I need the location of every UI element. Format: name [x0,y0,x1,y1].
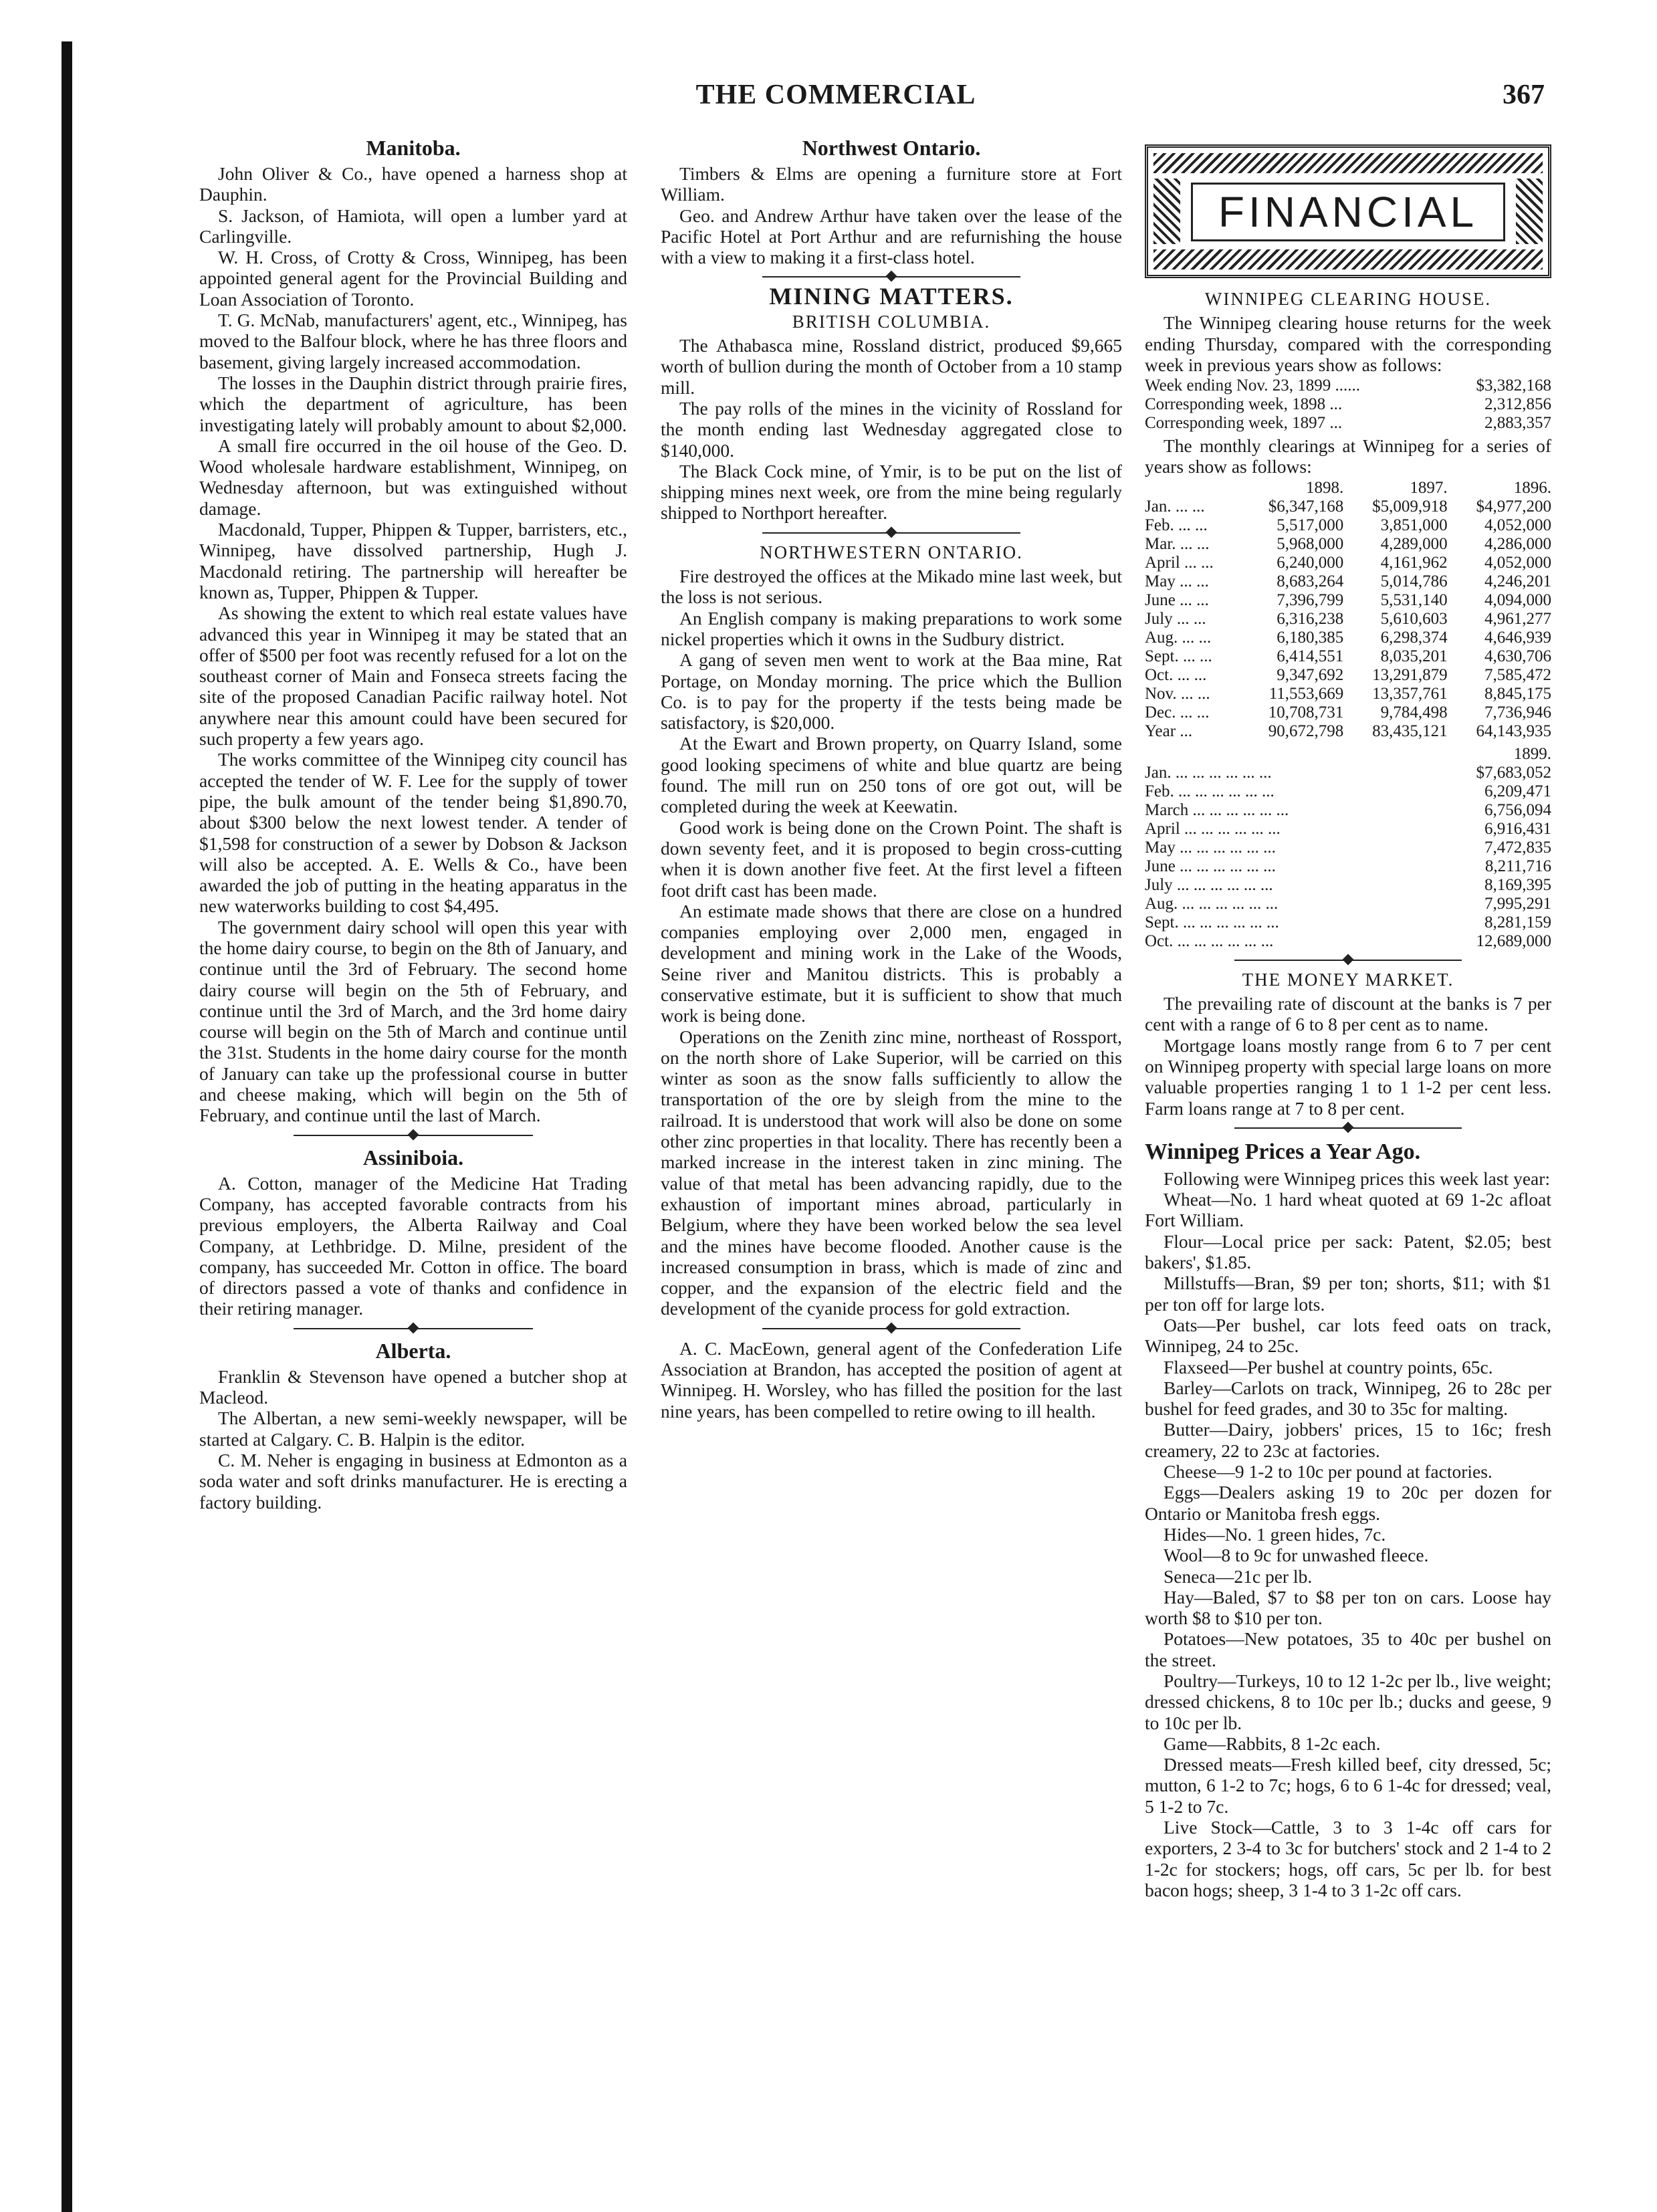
table-cell-value: 7,995,291 [1484,894,1551,913]
article-paragraph: Following were Winnipeg prices this week last year: [1164,1168,1551,1189]
table-row [1145,895,1551,913]
newspaper-title: THE COMMERCIAL [695,80,976,110]
table-cell-value: 4,246,201 [1484,572,1551,590]
price-item: Hay—Baled, $7 to $8 per ton on cars. Loose hay worth $8 to $10 per ton. [1145,1586,1551,1629]
table-cell-label: Corresponding week, 1898 ... [1145,395,1343,414]
monthly-clearings-table [1145,479,1551,741]
article-paragraph: Timbers & Elms are opening a furniture store at Fort William. [661,163,1122,205]
price-item: Wheat—No. 1 hard wheat quoted at 69 1-2c afloat Fort William. [1145,1189,1551,1231]
table-cell-value: 7,396,799 [1277,590,1344,609]
table-cell-month: Sept. ... ... ... ... ... ... [1145,913,1279,931]
price-item: Game—Rabbits, 8 1-2c each. [1164,1733,1381,1754]
clearings-1899-table [1145,745,1551,951]
table-row [1145,820,1551,839]
table-row [1145,932,1551,951]
table-row [1145,782,1551,801]
price-item: Live Stock—Cattle, 3 to 3 1-4c off cars for exporters, 2 3-4 to 3c for butchers' stock and 2 1-4 to 2 1-2c for stockers; hogs, off cars, 5c per lb. for best bacon hogs; sheep, 3 1-4 to 3 1-2c off cars. [1145,1817,1551,1900]
article-paragraph: The Athabasca mine, Rossland district, produced $9,665 worth of bullion during the month of October from a 10 stamp mill. [661,335,1122,398]
article-paragraph: A gang of seven men went to work at the Baa mine, Rat Portage, on Monday morning. The price which the Bullion Co. is to pay for the property if the tests being made be satisfactory, is $20,000. [661,649,1122,734]
price-item: Hides—No. 1 green hides, 7c. [1164,1523,1386,1545]
table-row [1145,876,1551,895]
table-cell-value: 6,316,238 [1277,609,1344,628]
financial-banner [1145,144,1551,278]
table-row [1145,554,1551,572]
price-item: Dressed meats—Fresh killed beef, city dressed, 5c; mutton, 6 1-2 to 7c; hogs, 6 to 6 1-4c for dressed; veal, 5 1-2 to 7c. [1145,1754,1551,1817]
article-paragraph: C. M. Neher is engaging in business at Edmonton as a soda water and soft drinks manufacturer. He is erecting a factory building. [199,1449,627,1513]
section-heading-northwest-ontario: Northwest Ontario. [802,136,981,160]
financial-banner-text: FINANCIAL [1191,183,1505,241]
table-cell-value: 90,672,798 [1268,722,1344,740]
table-cell-value: 13,357,761 [1372,684,1448,703]
price-item: Butter—Dairy, jobbers' prices, 15 to 16c; fresh creamery, 22 to 23c at factories. [1145,1419,1551,1461]
price-item: Seneca—21c per lb. [1164,1565,1313,1587]
table-cell-value: 8,211,716 [1484,857,1551,875]
table-cell-value: 5,014,786 [1380,572,1448,590]
table-cell-value: 2,883,357 [1484,414,1551,433]
table-cell-value: 5,531,140 [1380,590,1448,609]
table-cell-month: April ... ... [1145,553,1214,572]
article-paragraph: Geo. and Andrew Arthur have taken over the lease of the Pacific Hotel at Port Arthur and are refurnishing the house with a view to making it a first-class hotel. [661,205,1122,268]
table-cell-value: $5,009,918 [1372,497,1448,516]
table-cell-month: May ... ... [1145,572,1209,590]
price-item: Wool—8 to 9c for unwashed fleece. [1164,1545,1429,1566]
table-cell-value: 5,517,000 [1277,516,1344,534]
table-header-year: 1899. [1513,744,1551,763]
table-cell-value: 4,161,962 [1380,553,1448,572]
article-paragraph: The pay rolls of the mines in the vicinity of Rossland for the month ending last Wednesday aggregated close to $140,000. [661,397,1122,461]
price-item: Flour—Local price per sack: Patent, $2.05; best bakers', $1.85. [1145,1230,1551,1273]
table-row [1145,913,1551,932]
table-cell-value: 4,094,000 [1484,590,1551,609]
price-item: Flaxseed—Per bushel at country points, 65c. [1164,1356,1493,1377]
table-row [1145,685,1551,703]
table-cell-month: Sept. ... ... [1145,647,1212,665]
subheading-british-columbia: BRITISH COLUMBIA. [792,311,991,332]
table-cell-value: 7,736,946 [1484,703,1551,722]
section-divider [762,271,1020,282]
weekly-clearings-table [1145,376,1551,433]
page-number: 367 [1503,80,1545,110]
table-row [1145,535,1551,554]
article-paragraph: The monthly clearings at Winnipeg for a series of years show as follows: [1145,435,1551,477]
subheading-northwestern-ontario: NORTHWESTERN ONTARIO. [760,542,1023,562]
prices-list [1145,1189,1551,1900]
table-cell-label: Week ending Nov. 23, 1899 ...... [1145,376,1361,395]
article-paragraph: The works committee of the Winnipeg city council has accepted the tender of W. F. Lee for the supply of tower pipe, the bulk amount of the tender being $1,890.70, about $300 below the next lowest tender. A tender of $1,598 for construction of a sewer by Dobson & Jackson will also be accepted. A. E. Wells & Co., have been awarded the job of putting in the heating apparatus in the new waterworks building to cost $4,495. [199,749,627,917]
article-paragraph: John Oliver & Co., have opened a harness shop at Dauphin. [199,163,627,205]
table-cell-value: 6,180,385 [1277,628,1344,647]
column-middle [661,134,1122,1422]
table-header-row [1145,479,1551,497]
article-paragraph: The government dairy school will open this year with the home dairy course, to begin on the 8th of January, and continue until the 3rd of February. The second home dairy course will begin on the 5th of February, and continue until the 3rd of March, and the 3rd home dairy course will begin on the 5th of March and continue until the 31st. Students in the home dairy course for the month of January can take up the professional course in butter and cheese making, which will begin on the 5th of February, and continue until the last of March. [199,916,627,1126]
price-item: Eggs—Dealers asking 19 to 20c per dozen for Ontario or Manitoba fresh eggs. [1145,1482,1551,1524]
table-row [1145,572,1551,591]
price-item: Barley—Carlots on track, Winnipeg, 26 to 28c per bushel for feed grades, and 30 to 35c for malting. [1145,1377,1551,1420]
table-cell-month: June ... ... [1145,590,1209,609]
table-header-year: 1897. [1410,478,1448,497]
article-paragraph: Macdonald, Tupper, Phippen & Tupper, barristers, etc., Winnipeg, have dissolved partnership, Hugh J. Macdonald retiring. The partnership will hereafter be known as, Tupper, Phippen & Tupper. [199,519,627,602]
ornament-band-top [1153,153,1543,173]
table-row [1145,395,1551,414]
table-cell-value: 8,845,175 [1484,684,1551,703]
table-cell-value: 5,610,603 [1380,609,1448,628]
table-cell-value: 7,585,472 [1484,665,1551,684]
article-paragraph: Operations on the Zenith zinc mine, northeast of Rossport, on the north shore of Lake Superior, will be carried on this winter as soon as the snow falls sufficiently to allow the transportation of the ore by sleigh from the mine to the railroad. It is understood that work will also be done on some other zinc properties in that locality. There has recently been a marked increase in the interest taken in zinc mining. The value of that metal has been advancing rapidly, due to the exhaustion of important mines abroad, particularly in Belgium, where they have been worked below the sea level and the mines have become flooded. Another cause is the increased consumption in brass, which is made of zinc and copper, and the expansion of the electric field and the development of the cyanide process for gold extraction. [661,1026,1122,1319]
table-cell-month: Oct. ... ... ... ... ... ... [1145,931,1274,950]
table-row [1145,666,1551,685]
section-heading-manitoba: Manitoba. [366,136,461,160]
article-paragraph: A. C. MacEown, general agent of the Confederation Life Association at Brandon, has accepted the position of agent at Winnipeg. H. Worsley, who has filled the position for the last nine years, has been compelled to retire owing to ill health. [661,1337,1122,1422]
table-cell-value: 4,052,000 [1484,553,1551,572]
table-cell-month: Year ... [1145,722,1193,740]
price-item: Poultry—Turkeys, 10 to 12 1-2c per lb., live weight; dressed chickens, 8 to 10c per lb.; ducks and geese, 9 to 10c per lb. [1145,1670,1551,1733]
table-cell-value: 4,289,000 [1380,534,1448,553]
table-cell-month: July ... ... ... ... ... ... [1145,875,1273,894]
article-paragraph: At the Ewart and Brown property, on Quarry Island, some good looking specimens of white and blue quartz are being found. The mill run on 250 tons of ore got out, will be completed during the week at Keewatin. [661,733,1122,817]
table-cell-value: 8,169,395 [1484,875,1551,894]
table-cell-value: 8,035,201 [1380,647,1448,665]
table-row [1145,857,1551,876]
table-cell-value: 6,209,471 [1484,782,1551,800]
section-heading-clearing-house: WINNIPEG CLEARING HOUSE. [1204,289,1492,309]
price-item: Oats—Per bushel, car lots feed oats on track, Winnipeg, 24 to 25c. [1145,1314,1551,1357]
table-cell-value: 9,784,498 [1380,703,1448,722]
section-heading-mining-matters: MINING MATTERS. [769,283,1014,310]
table-cell-value: 13,291,879 [1372,665,1448,684]
table-cell-value: 4,961,277 [1484,609,1551,628]
table-cell-value: 6,414,551 [1277,647,1344,665]
table-row [1145,376,1551,395]
table-cell-month: May ... ... ... ... ... ... [1145,838,1276,857]
table-cell-month: July ... ... [1145,609,1206,628]
article-paragraph: The Black Cock mine, of Ymir, is to be put on the list of shipping mines next week, ore from the mine being regularly shipped to Northport hereafter. [661,460,1122,524]
section-divider [1234,955,1462,966]
article-paragraph: The losses in the Dauphin district through prairie fires, which the department of agriculture, has been investigating lately will probably amount to about $2,000. [199,372,627,435]
table-cell-value: 83,435,121 [1372,722,1448,740]
table-row [1145,497,1551,516]
table-cell-value: 9,347,692 [1277,665,1344,684]
table-row [1145,839,1551,857]
table-cell-month: Dec. ... ... [1145,703,1210,722]
table-cell-value: 12,689,000 [1476,931,1551,950]
price-item: Potatoes—New potatoes, 35 to 40c per bushel on the street. [1145,1628,1551,1670]
article-paragraph: Franklin & Stevenson have opened a butcher shop at Macleod. [199,1365,627,1408]
table-cell-value: 2,312,856 [1484,395,1551,414]
table-header-year: 1898. [1306,478,1344,497]
table-cell-value: 6,298,374 [1380,628,1448,647]
table-cell-value: 4,052,000 [1484,516,1551,534]
table-cell-value: 5,968,000 [1277,534,1344,553]
article-paragraph: Fire destroyed the offices at the Mikado mine last week, but the loss is not serious. [661,566,1122,608]
table-cell-value: 6,240,000 [1277,553,1344,572]
table-cell-value: 4,630,706 [1484,647,1551,665]
table-cell-value: 8,683,264 [1277,572,1344,590]
section-heading-money-market: THE MONEY MARKET. [1242,969,1454,990]
table-cell-value: 7,472,835 [1484,838,1551,857]
page-edge-bar [62,41,72,2212]
table-cell-month: Mar. ... ... [1145,534,1210,553]
table-cell-value: $6,347,168 [1268,497,1344,516]
article-paragraph: The prevailing rate of discount at the banks is 7 per cent with a range of 6 to 8 per cent as to name. [1145,993,1551,1035]
article-paragraph: An English company is making preparations to work some nickel properties which it owns in the Sudbury district. [661,607,1122,649]
table-cell-value: 64,143,935 [1476,722,1551,740]
column-right [1145,134,1551,1900]
table-row [1145,764,1551,782]
table-cell-month: Jan. ... ... [1145,497,1205,516]
ornament-band-bottom [1153,249,1543,269]
table-row [1145,801,1551,820]
table-cell-value: 4,646,939 [1484,628,1551,647]
table-cell-month: Aug. ... ... ... ... ... ... [1145,894,1279,913]
page-header [127,79,1545,119]
section-divider [762,1323,1020,1334]
table-cell-value: 8,281,159 [1484,913,1551,931]
table-cell-month: Feb. ... ... ... ... ... ... [1145,782,1275,800]
column-left [199,134,627,1513]
article-paragraph: The Albertan, a new semi-weekly newspaper, will be started at Calgary. C. B. Halpin is the editor. [199,1408,627,1450]
table-row [1145,610,1551,629]
table-row [1145,591,1551,610]
table-row-year-total [1145,722,1551,741]
section-divider [1234,1123,1462,1133]
section-divider [294,1323,533,1334]
table-header-blank [1145,745,1412,764]
table-cell-month: Aug. ... ... [1145,628,1212,647]
article-paragraph: Mortgage loans mostly range from 6 to 7 per cent on Winnipeg property with special large loans on more valuable properties ranging 1 to 1 1-2 per cent less. Farm loans range at 7 to 8 per cent. [1145,1034,1551,1119]
section-divider [762,528,1020,538]
table-cell-value: 10,708,731 [1268,703,1344,722]
article-paragraph: An estimate made shows that there are close on a hundred companies employing over 2,000 men, engaged in development and mining work in the Lake of the Woods, Seine river and Manitou districts. This is probably a conservative estimate, but it is sufficient to show that much work is being done. [661,900,1122,1026]
table-header-row [1145,745,1551,764]
article-paragraph: Good work is being done on the Crown Point. The shaft is down seventy feet, and it is proposed to begin cross-cutting when it is down another five feet. At the first level a fifteen foot drift cast has been made. [661,816,1122,901]
table-cell-value: 11,553,669 [1268,684,1344,703]
table-cell-month: Oct. ... ... [1145,665,1207,684]
table-cell-label: Corresponding week, 1897 ... [1145,414,1343,433]
table-row [1145,516,1551,535]
article-paragraph: As showing the extent to which real estate values have advanced this year in Winnipeg it may be stated that an offer of $500 per foot was recently refused for a lot on the southeast corner of Main and Fonseca streets facing the site of the proposed Canadian Pacific railway hotel. Not anywhere near this amount could have been secured for such property a few years ago. [199,602,627,750]
section-heading-alberta: Alberta. [375,1338,451,1363]
table-cell-month: Feb. ... ... [1145,516,1208,534]
table-cell-value: 3,851,000 [1380,516,1448,534]
section-heading-assiniboia: Assiniboia. [362,1145,464,1170]
table-cell-value: $7,683,052 [1476,763,1551,782]
article-paragraph: The Winnipeg clearing house returns for the week ending Thursday, compared with the corresponding week in previous years show as follows: [1145,312,1551,375]
article-paragraph: T. G. McNab, manufacturers' agent, etc., Winnipeg, has moved to the Balfour block, where he has three floors and basement, giving largely increased accommodation. [199,310,627,372]
article-paragraph: A. Cotton, manager of the Medicine Hat Trading Company, has accepted favorable contracts from his previous employers, the Alberta Railway and Coal Company, at Lethbridge. D. Milne, president of the company, has succeeded Mr. Cotton in office. The board of directors passed a vote of thanks and confidence in their retiring manager. [199,1172,627,1319]
table-cell-month: March ... ... ... ... ... ... [1145,800,1289,819]
table-header-year: 1896. [1513,478,1551,497]
table-cell-month: April ... ... ... ... ... ... [1145,819,1281,838]
section-heading-prices-year-ago: Winnipeg Prices a Year Ago. [1145,1139,1421,1164]
table-header-blank [1145,479,1240,497]
article-paragraph: W. H. Cross, of Crotty & Cross, Winnipeg, has been appointed general agent for the Provincial Building and Loan Association of Toronto. [199,247,627,310]
table-row [1145,414,1551,433]
ornament-side-left [1153,179,1180,244]
table-cell-value: $3,382,168 [1476,376,1551,395]
article-paragraph: A small fire occurred in the oil house of the Geo. D. Wood wholesale hardware establishment, Winnipeg, on Wednesday afternoon, but was extinguished without damage. [199,435,627,519]
table-cell-value: 6,756,094 [1484,800,1551,819]
table-cell-month: June ... ... ... ... ... ... [1145,857,1276,875]
article-paragraph: S. Jackson, of Hamiota, will open a lumber yard at Carlingville. [199,205,627,247]
table-cell-month: Nov. ... ... [1145,684,1210,703]
table-row [1145,629,1551,647]
table-cell-month: Jan. ... ... ... ... ... ... [1145,763,1272,782]
price-item: Millstuffs—Bran, $9 per ton; shorts, $11; with $1 per ton off for large lots. [1145,1273,1551,1315]
table-cell-value: 4,286,000 [1484,534,1551,553]
table-cell-value: $4,977,200 [1476,497,1551,516]
section-divider [294,1130,533,1141]
table-cell-value: 6,916,431 [1484,819,1551,838]
price-item: Cheese—9 1-2 to 10c per pound at factories. [1164,1461,1493,1482]
table-row [1145,703,1551,722]
table-row [1145,647,1551,666]
ornament-side-right [1516,179,1543,244]
